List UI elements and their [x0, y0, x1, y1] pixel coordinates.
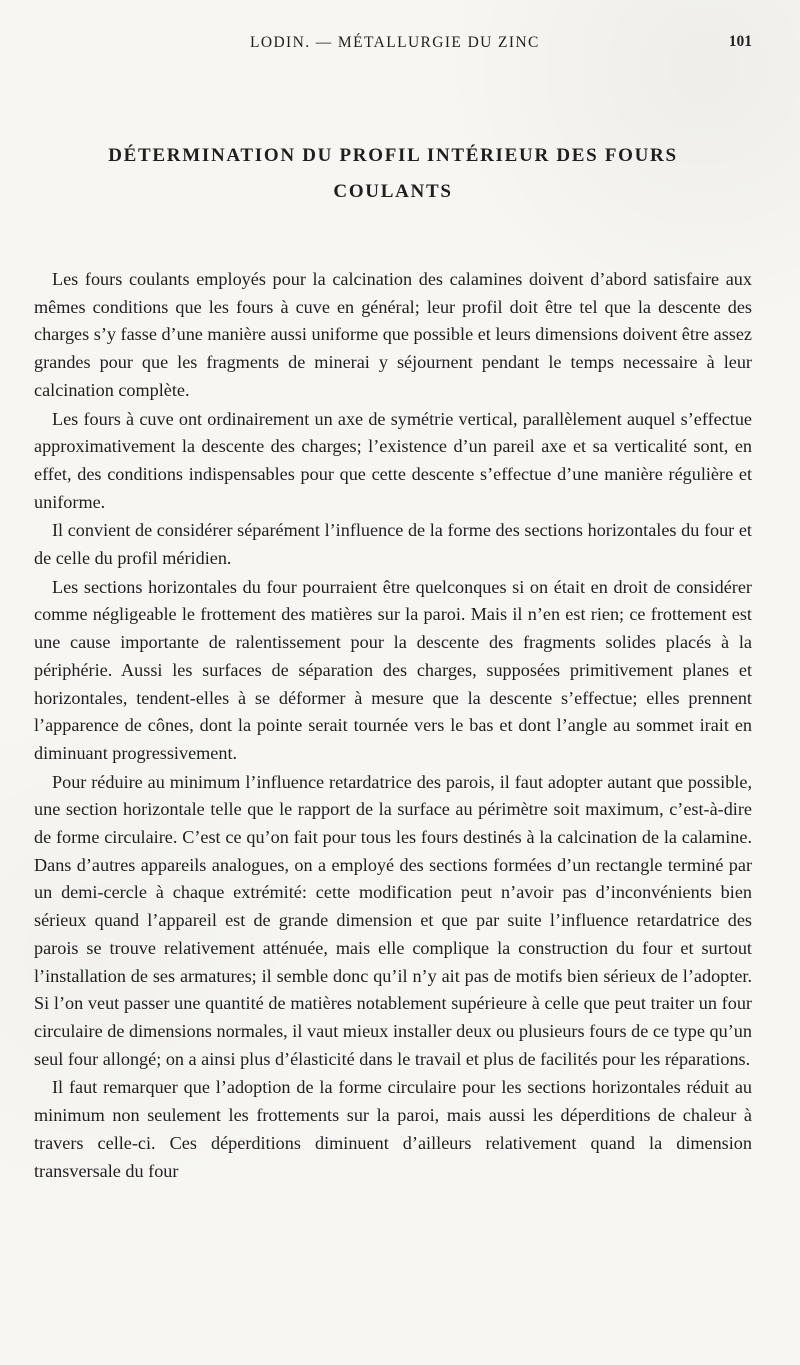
body-text	[34, 266, 752, 1185]
running-title: LODIN. — MÉTALLURGIE DU ZINC	[250, 34, 540, 51]
paragraph-3: Il convient de considérer séparément l’influence de la forme des sections horizontales du four et de celle du profil méridien.	[34, 520, 752, 569]
section-title-line-2: COULANTS	[333, 181, 453, 202]
paragraph-2: Les fours à cuve ont ordinairement un axe de symétrie vertical, parallèlement auquel s’effectue approximativement la descente des charges; l’existence d’un pareil axe et sa verticalité sont, en effet, des conditions indispensables pour que cette descente s’effectue d’une manière régulière et uniforme.	[34, 408, 752, 512]
paragraph-5: Pour réduire au minimum l’influence retardatrice des parois, il faut adopter autant que possible, une section horizontale telle que le rapport de la surface au périmètre soit maximum, c’est-à-dire de forme circulaire. C’est ce qu’on fait pour tous les fours destinés à la calcination de la calamine. Dans d’autres appareils analogues, on a employé des sections formées d’un rectangle terminé par un demi-cercle à chaque extrémité: cette modification peut n’avoir pas d’inconvénients bien sérieux quand l’appareil est de grande dimension et que par suite l’influence retardatrice des parois se trouve relativement atténuée, mais elle complique la construction du four et surtout l’installation de ses armatures; il semble donc qu’il n’y ait pas de motifs bien sérieux de l’adopter. Si l’on veut passer une quantité de matières notablement supérieure à celle que peut traiter un four circulaire de dimensions normales, il vaut mieux installer deux ou plusieurs fours de ce type qu’un seul four allongé; on a ainsi plus d’élasticité dans le travail et plus de facilités pour les réparations.	[34, 771, 752, 1069]
paragraph-6: Il faut remarquer que l’adoption de la forme circulaire pour les sections horizontales réduit au minimum non seulement les frottements sur la paroi, mais aussi les déperditions de chaleur à travers celle-ci. Ces déperditions diminuent d’ailleurs relativement quand la dimension transversale du four	[34, 1077, 752, 1181]
section-title	[34, 138, 752, 210]
page-number: 101	[728, 33, 752, 50]
paragraph-4: Les sections horizontales du four pourraient être quelconques si on était en droit de considérer comme négligeable le frottement des matières sur la paroi. Mais il n’en est rien; ce frottement est une cause importante de ralentissement pour la descente des fragments solides placés à la périphérie. Aussi les surfaces de séparation des charges, supposées primitivement planes et horizontales, tendent-elles à se déformer à mesure que la descente s’effectue; elles prennent l’apparence de cônes, dont la pointe serait tournée vers le bas et dont l’angle au sommet irait en diminuant progressivement.	[34, 576, 752, 763]
page-header	[34, 30, 752, 56]
paragraph-1: Les fours coulants employés pour la calcination des calamines doivent d’abord satisfaire aux mêmes conditions que les fours à cuve en général; leur profil doit être tel que la descente des charges s’y fasse d’une manière aussi uniforme que possible et leurs dimensions doivent être assez grandes pour que les fragments de minerai y séjournent pendant le temps necessaire à leur calcination complète.	[34, 269, 752, 400]
section-title-line-1: DÉTERMINATION DU PROFIL INTÉRIEUR DES FOURS	[108, 145, 678, 166]
